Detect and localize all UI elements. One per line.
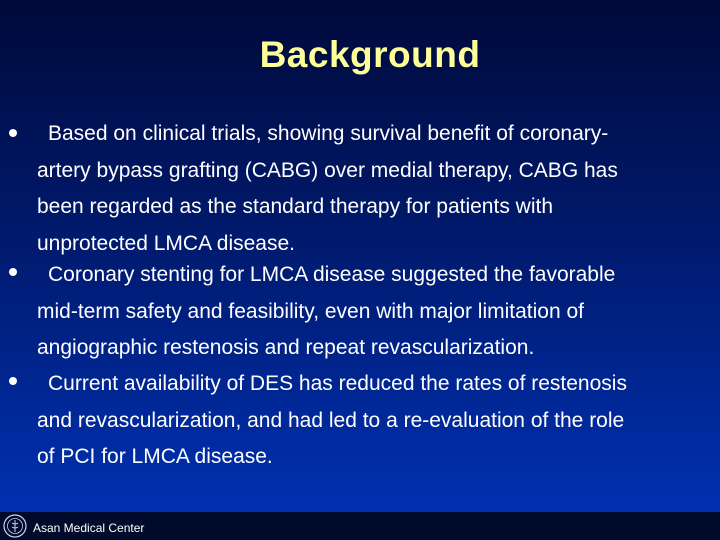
- bullet-dot-icon: [9, 377, 17, 385]
- bullet-line: been regarded as the standard therapy for patients with: [37, 195, 553, 218]
- bullet-line: mid-term safety and feasibility, even with major limitation of: [37, 299, 584, 323]
- bullet-text: [37, 116, 713, 262]
- bullet-line: and revascularization, and had led to a re-evaluation of the role: [37, 408, 625, 432]
- bullet-line: of PCI for LMCA disease.: [37, 445, 273, 468]
- bullet-text: [37, 257, 713, 367]
- bullet-line: Current availability of DES has reduced the rates of restenosis: [48, 372, 627, 395]
- bullet-line: Coronary stenting for LMCA disease suggested the favorable: [48, 263, 616, 286]
- bullet-line: unprotected LMCA disease.: [37, 231, 295, 255]
- bullet-dot-icon: [9, 129, 17, 137]
- bullet-text: [37, 366, 713, 476]
- bullet-line: artery bypass grafting (CABG) over medial therapy, CABG has: [37, 158, 618, 182]
- slide-title: Background: [259, 34, 481, 75]
- bullet-dot-icon: [9, 268, 17, 276]
- bullet-line: Based on clinical trials, showing survival benefit of coronary-: [48, 122, 609, 145]
- asan-medical-center-emblem-icon: [3, 514, 27, 538]
- footer-organization: Asan Medical Center: [33, 521, 145, 535]
- bullet-line: angiographic restenosis and repeat revascularization.: [37, 336, 535, 359]
